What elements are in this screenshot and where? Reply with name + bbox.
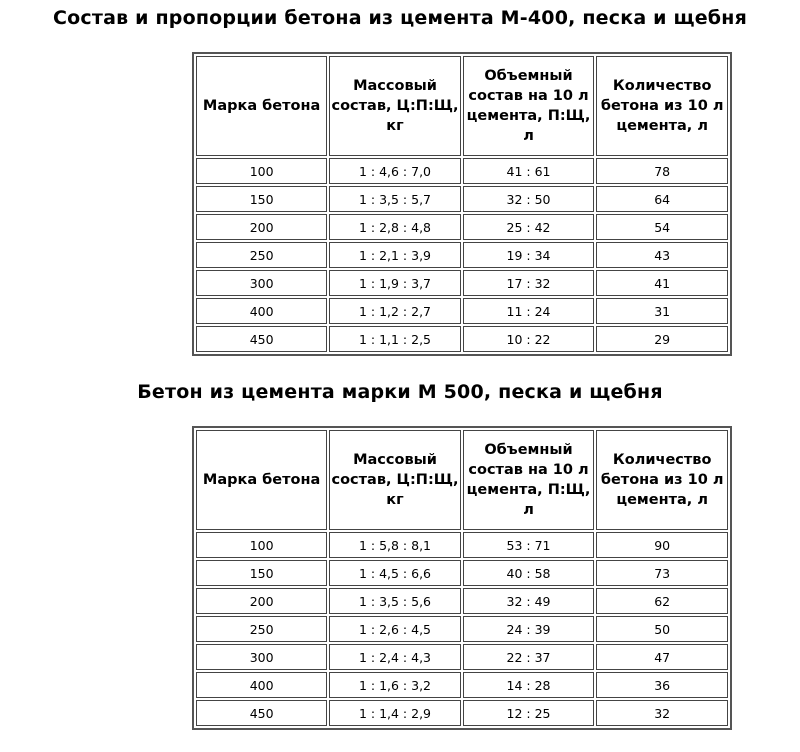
cell-grade: 200 xyxy=(196,214,327,240)
header-grade: Марка бетона xyxy=(196,56,327,156)
cell-yield: 47 xyxy=(596,644,728,670)
cell-volume: 32 : 50 xyxy=(463,186,595,212)
table-row xyxy=(196,158,728,184)
cell-grade: 250 xyxy=(196,616,327,642)
cell-yield: 78 xyxy=(596,158,728,184)
header-mass-composition: Массовый состав, Ц:П:Щ, кг xyxy=(329,430,461,530)
cell-volume: 24 : 39 xyxy=(463,616,595,642)
cell-grade: 250 xyxy=(196,242,327,268)
cell-yield: 41 xyxy=(596,270,728,296)
cell-grade: 150 xyxy=(196,560,327,586)
cell-mass: 1 : 1,4 : 2,9 xyxy=(329,700,461,726)
table-row xyxy=(196,588,728,614)
page-title: Состав и пропорции бетона из цемента М-400, песка и щебня xyxy=(53,7,747,29)
cell-volume: 11 : 24 xyxy=(463,298,595,324)
cell-yield: 62 xyxy=(596,588,728,614)
header-mass-composition: Массовый состав, Ц:П:Щ, кг xyxy=(329,56,461,156)
cell-mass: 1 : 2,1 : 3,9 xyxy=(329,242,461,268)
section-title: Бетон из цемента марки М 500, песка и щебня xyxy=(137,381,663,403)
cell-grade: 400 xyxy=(196,298,327,324)
cell-volume: 41 : 61 xyxy=(463,158,595,184)
cell-grade: 300 xyxy=(196,270,327,296)
cell-volume: 53 : 71 xyxy=(463,532,595,558)
cell-mass: 1 : 5,8 : 8,1 xyxy=(329,532,461,558)
cell-mass: 1 : 3,5 : 5,6 xyxy=(329,588,461,614)
table-header-row xyxy=(196,56,728,156)
header-volume-composition: Объемный состав на 10 л цемента, П:Щ, л xyxy=(463,56,595,156)
cell-volume: 12 : 25 xyxy=(463,700,595,726)
table-row xyxy=(196,298,728,324)
cell-mass: 1 : 4,6 : 7,0 xyxy=(329,158,461,184)
cell-volume: 14 : 28 xyxy=(463,672,595,698)
cell-grade: 450 xyxy=(196,326,327,352)
table-row xyxy=(196,326,728,352)
concrete-table-m400 xyxy=(192,52,732,356)
cell-mass: 1 : 4,5 : 6,6 xyxy=(329,560,461,586)
cell-grade: 150 xyxy=(196,186,327,212)
table-row xyxy=(196,532,728,558)
cell-volume: 22 : 37 xyxy=(463,644,595,670)
table-row xyxy=(196,700,728,726)
table-row xyxy=(196,672,728,698)
cell-grade: 100 xyxy=(196,158,327,184)
table-header-row xyxy=(196,430,728,530)
cell-grade: 100 xyxy=(196,532,327,558)
cell-mass: 1 : 1,1 : 2,5 xyxy=(329,326,461,352)
cell-yield: 90 xyxy=(596,532,728,558)
table-row xyxy=(196,644,728,670)
cell-mass: 1 : 1,9 : 3,7 xyxy=(329,270,461,296)
cell-mass: 1 : 3,5 : 5,7 xyxy=(329,186,461,212)
cell-volume: 19 : 34 xyxy=(463,242,595,268)
cell-volume: 25 : 42 xyxy=(463,214,595,240)
table-row xyxy=(196,186,728,212)
table-row xyxy=(196,616,728,642)
cell-grade: 300 xyxy=(196,644,327,670)
cell-yield: 73 xyxy=(596,560,728,586)
cell-yield: 32 xyxy=(596,700,728,726)
concrete-table-m500 xyxy=(192,426,732,730)
header-concrete-yield: Количество бетона из 10 л цемента, л xyxy=(596,56,728,156)
header-grade: Марка бетона xyxy=(196,430,327,530)
cell-grade: 400 xyxy=(196,672,327,698)
cell-volume: 32 : 49 xyxy=(463,588,595,614)
table-row xyxy=(196,560,728,586)
cell-volume: 40 : 58 xyxy=(463,560,595,586)
cell-grade: 450 xyxy=(196,700,327,726)
cell-yield: 50 xyxy=(596,616,728,642)
cell-mass: 1 : 2,8 : 4,8 xyxy=(329,214,461,240)
table-row xyxy=(196,214,728,240)
cell-volume: 17 : 32 xyxy=(463,270,595,296)
cell-mass: 1 : 2,4 : 4,3 xyxy=(329,644,461,670)
cell-mass: 1 : 1,6 : 3,2 xyxy=(329,672,461,698)
header-concrete-yield: Количество бетона из 10 л цемента, л xyxy=(596,430,728,530)
cell-yield: 31 xyxy=(596,298,728,324)
cell-yield: 43 xyxy=(596,242,728,268)
cell-yield: 64 xyxy=(596,186,728,212)
cell-yield: 36 xyxy=(596,672,728,698)
cell-mass: 1 : 2,6 : 4,5 xyxy=(329,616,461,642)
header-volume-composition: Объемный состав на 10 л цемента, П:Щ, л xyxy=(463,430,595,530)
cell-volume: 10 : 22 xyxy=(463,326,595,352)
cell-mass: 1 : 1,2 : 2,7 xyxy=(329,298,461,324)
table-row xyxy=(196,242,728,268)
cell-yield: 54 xyxy=(596,214,728,240)
cell-yield: 29 xyxy=(596,326,728,352)
table-row xyxy=(196,270,728,296)
cell-grade: 200 xyxy=(196,588,327,614)
